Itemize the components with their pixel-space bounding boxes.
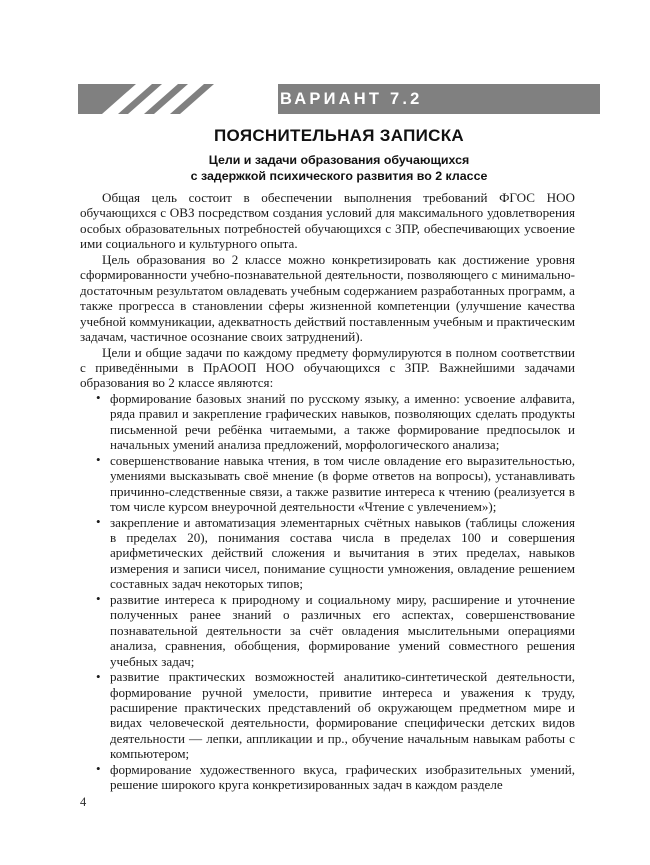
page-subtitle xyxy=(78,152,600,184)
list-item xyxy=(80,453,575,515)
page-number: 4 xyxy=(80,795,87,809)
objectives-list xyxy=(80,391,575,793)
variant-banner xyxy=(78,84,600,114)
list-item xyxy=(80,762,575,793)
bullet-marker-icon: • xyxy=(96,390,101,406)
list-item-text: формирование базовых знаний по русскому языку, а именно: усвоение алфавита, ряда правил и закрепление графических навыков, позволяющих сделать продукты письменной речи ребёнка читаемыми, а также формирование предпосылок и начальных умений анализа предложений, морфологического анализа; xyxy=(110,390,575,453)
body-content xyxy=(80,190,575,793)
page-title: ПОЯСНИТЕЛЬНАЯ ЗАПИСКА xyxy=(214,126,464,145)
bullet-marker-icon: • xyxy=(96,668,101,684)
page-subtitle-line-2: с задержкой психического развития во 2 классе xyxy=(190,169,488,183)
list-item-text: формирование художественного вкуса, графических изобразительных умений, решение широкого круга конкретизированных задач в каждом разделе xyxy=(110,761,575,793)
list-item-text: развитие интереса к природному и социальному миру, расширение и уточнение полученных ранее знаний о различных его аспектах, совершенствование познавательной деятельности за счёт овладения мыслительными операциями анализа, сравнения, обобщения, формирование умений совместного решения учебных задач; xyxy=(110,591,575,669)
bullet-marker-icon: • xyxy=(96,591,101,607)
list-item xyxy=(80,515,575,592)
paragraph-3: Цели и общие задачи по каждому предмету формулируются в полном соответствии с приведёнными в ПрАООП НОО обучающихся с ЗПР. Важнейшими задачами образования во 2 классе являются: xyxy=(80,344,575,391)
list-item-text: совершенствование навыка чтения, в том числе овладение его выразительностью, умениями высказывать своё мнение (в форме ответов на вопросы), устанавливать причинно-следственные связи, а также развитие интереса к чтению (реализуется в том числе курсом внеурочной деятельности «Чтение с увлечением»); xyxy=(110,452,575,515)
bullet-marker-icon: • xyxy=(96,761,101,777)
list-item xyxy=(80,391,575,453)
paragraph-2: Цель образования во 2 классе можно конкретизировать как достижение уровня сформированности учебно-познавательной деятельности, позволяющего с минимально-достаточным результатом овладевать учебным содержанием разработанных программ, а также прогресса в становлении сферы жизненной компетенции (улучшение качества учебной коммуникации, адекватность действий поставленным учебным и практическим задачам, частичное осознание своих затруднений). xyxy=(80,251,575,345)
bullet-marker-icon: • xyxy=(96,514,101,530)
list-item xyxy=(80,669,575,762)
list-item-text: развитие практических возможностей аналитико-синтетической деятельности, формирование ручной умелости, привитие интереса и уважения к труду, расширение практических представлений об окружающем предметном мире и видах человеческой деятельности, формирование специфически детских видов деятельности — лепки, аппликации и пр., обучение начальным навыкам работы с компьютером; xyxy=(110,669,575,762)
list-item xyxy=(80,592,575,669)
list-item-text: закрепление и автоматизация элементарных счётных навыков (таблицы сложения в пределах 20), понимания состава числа в пределах 100 и совершения арифметических действий сложения и вычитания в этих пределах, навыков измерения и записи чисел, понимание сущности умножения, овладение решением составных задач некоторых типов; xyxy=(110,514,575,592)
diagonal-slashes-icon xyxy=(78,84,278,114)
variant-banner-title: ВАРИАНТ 7.2 xyxy=(280,90,423,108)
bullet-marker-icon: • xyxy=(96,452,101,468)
paragraph-1: Общая цель состоит в обеспечении выполнения требований ФГОС НОО обучающихся с ОВЗ посредством создания условий для максимального удовлетворения особых образовательных потребностей обучающихся с ЗПР, обеспечивающих усвоение ими социального и культурного опыта. xyxy=(80,190,575,252)
page-subtitle-line-1: Цели и задачи образования обучающихся xyxy=(208,153,470,167)
